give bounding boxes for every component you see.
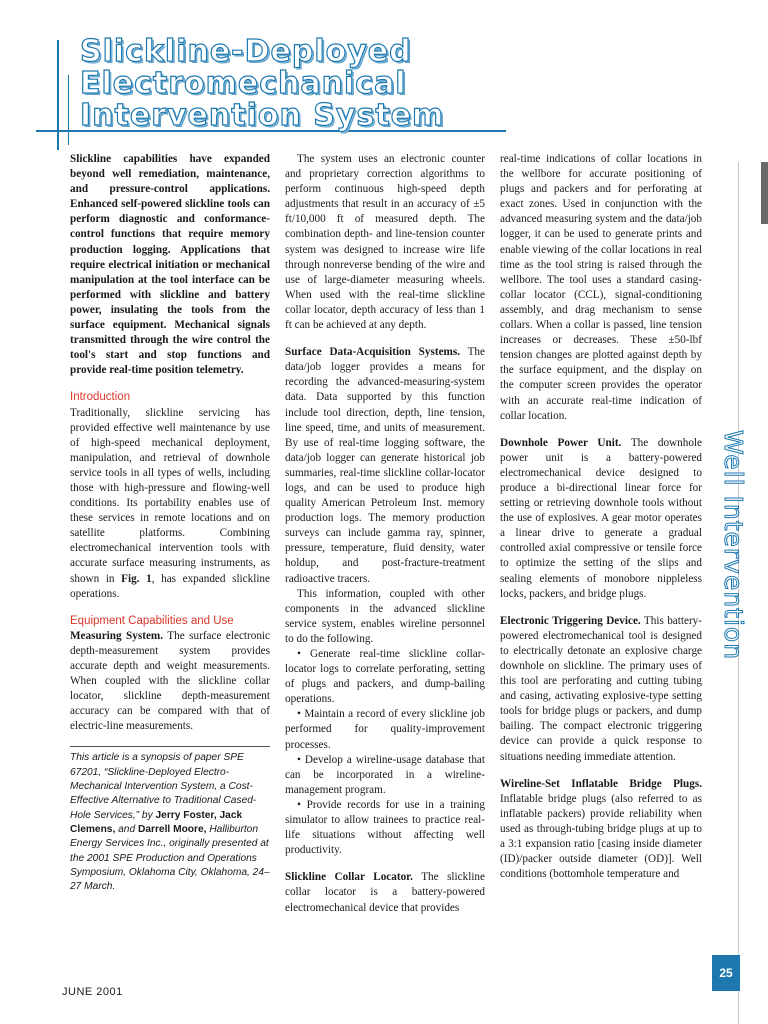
intro-text: Traditionally, slickline servicing has provided effective well maintenance by use of high-speed mechanical deployment, manipulation, and retrieval of downhole service tools in all types of wells, including those with high-pressure and flowing-well conditions. Its portability enables use of these services in remote locations and on satellite platforms. Combining electromechanical intervention tools with accurate surface measuring instruments, as shown in [70,406,270,585]
column-2 [285,152,485,916]
synopsis-authors: Jerry Foster, Jack Clemens, [70,809,243,835]
synopsis-divider [70,746,270,747]
bullet-item: • Maintain a record of every slickline job performed for quality-improvement processes. [285,708,485,751]
surface-data-text: The data/job logger provides a means for recording the advanced-measuring-system data. Data supported by this function include tool direction, depth, line tension, line speed, time, and units of measurement. By use of real-time logging software, the data/job logger can generate historical job summaries, real-time slickline collar-locator logs, and can be used to produce high quality American Petroleum Inst. memory production logs. The memory production surveys can include gamma ray, spinner, pressure, temperature, fluid density, water holdup, and post-fracture-treatment radioactive tracers. [285,346,485,585]
collar-locator-paragraph [285,870,485,915]
measuring-system-paragraph [70,629,270,735]
section-heading-equipment: Equipment Capabilities and Use [70,614,234,627]
synopsis-author-3: Darrell Moore, [137,823,207,835]
title-decor-vertical-line-2 [68,75,69,145]
downhole-power-heading: Downhole Power Unit. [500,436,622,449]
column-3 [500,152,702,882]
intro-text-end: , has expanded slickline operations. [70,572,270,600]
section-label-vertical: Well Intervention [719,430,748,661]
synopsis-and: and [115,823,138,835]
figure-reference: Fig. 1 [121,572,152,585]
synopsis-text-end: Halliburton Energy Services Inc., originally presented at the 2001 SPE Production and Operations Symposium, Oklahoma City, Oklahoma, 24–27 March. [70,823,270,893]
title-decor-vertical-line [57,40,59,150]
bullet-item: • Develop a wireline-usage database that can be incorporated in a wireline-management program. [285,753,485,796]
column-1 [70,152,270,894]
section-heading-introduction: Introduction [70,391,131,404]
bridge-plugs-heading: Wireline-Set Inflatable Bridge Plugs. [500,777,702,790]
bullet-item: • Generate real-time slickline collar-locator logs to correlate perforating, setting of plugs and packers, and dump-bailing operations. [285,648,485,706]
surface-data-heading: Surface Data-Acquisition Systems. [285,346,460,359]
measuring-system-text: The surface electronic depth-measurement system provides accurate depth and weight measurements. When coupled with the slickline collar locator, slickline depth-measurement accuracy can be compared with that of electric-line measurements. [70,629,270,733]
information-paragraph: This information, coupled with other components in the advanced slickline service system, enables wireline personnel to do the following. [285,587,485,645]
triggering-device-paragraph [500,614,702,765]
triggering-device-heading: Electronic Triggering Device. [500,614,641,627]
footer-date: JUNE 2001 [62,986,123,998]
title-line-2: Electromechanical [80,66,407,101]
bridge-plugs-text: Inflatable bridge plugs (also referred to as inflatable packers) provide reliability when used as through-tubing bridge plugs at up to a 3:1 expansion ratio [casing inside diameter (ID)/packer outside diameter (OD)]. Well conditions (bottomhole temperature and [500,792,702,881]
collar-locator-continued: real-time indications of collar locations in the wellbore for accurate positioning of plugs and packers and for perforating at exact zones. Used in conjunction with the advanced measuring system and the data/job logger, it can be used to generate prints and enable viewing of the collar locations in real time as the tool string is raised through the wellbore. The tool uses a standard casing-collar locator (CCL), signal-conditioning assembly, and drag mechanism to sense collars. When a collar is passed, line tension increases or decreases. These ±50-lbf tension changes are plotted against depth by the surface equipment, and the display on the computer screen provides the operator with an accurate real-time indication of collar location. [500,153,702,422]
system-paragraph: The system uses an electronic counter and proprietary correction algorithms to perform continuous high-speed depth adjustments that result in an accuracy of ±5 ft/10,000 ft of measured depth. The combination depth- and line-tension counter system was designed to increase wire life through nonreverse bending of the wire and use of large-diameter measuring wheels. When used with the real-time slickline collar locator, depth accuracy of less than 1 ft can be achieved at any depth. [285,153,485,332]
measuring-system-heading: Measuring System. [70,629,164,642]
triggering-device-text: This battery-powered electromechanical tool is designed to electrically detonate an explosive charge downhole on slickline. The primary uses of this tool are perforating and cutting tubing and casing, activating explosive-type setting tools for bridge plugs or packers, and dump bailing. The compact electronic triggering device can provide a quick response to situations needing immediate attention. [500,614,702,763]
downhole-power-paragraph [500,436,702,602]
sidebar-marker [761,162,768,224]
title-line-1: Slickline-Deployed [80,34,412,69]
article-title [80,36,540,132]
page-number: 25 [712,955,740,991]
synopsis-text: This article is a synopsis of paper SPE 67201, “Slickline-Deployed Electro-Mechanical Intervention System, a Cost-Effective Alternative to Traditional Cased-Hole Services,” by [70,752,257,821]
surface-data-paragraph [285,345,485,587]
bullet-item: • Provide records for use in a training simulator to allow trainees to practice real-life situations without affecting well productivity. [285,798,485,857]
introduction-paragraph [70,406,270,602]
title-line-3: Intervention System [80,98,445,133]
bridge-plugs-paragraph [500,777,702,883]
collar-locator-heading: Slickline Collar Locator. [285,871,413,884]
downhole-power-text: The downhole power unit is a battery-powered electromechanical device designed to produce a bi-directional linear force for setting or retrieving downhole tools without the use of explosives. A gear motor operates a linear drive to generate a gradual controlled axial compressive or tensile force to optimize the setting of the slips and sealing elements of monobore nippleless locks, packers, and bridge plugs. [500,436,702,600]
collar-locator-text: The slickline collar locator is a battery-powered electromechanical device that provides [285,871,485,914]
synopsis-note [70,751,270,894]
lead-paragraph: Slickline capabilities have expanded beyond well remediation, maintenance, and pressure-control applications. Enhanced self-powered slickline tools can perform diagnostic and conformance-control functions that require memory production logging. Applications that require electrical initiation or mechanical manipulation at the tool interface can be performed with slickline and battery power, insulating the tools from the surface equipment. Mechanical signals transmitted through the wire control the tool's start and stop functions and provide real-time position telemetry. [70,153,270,377]
